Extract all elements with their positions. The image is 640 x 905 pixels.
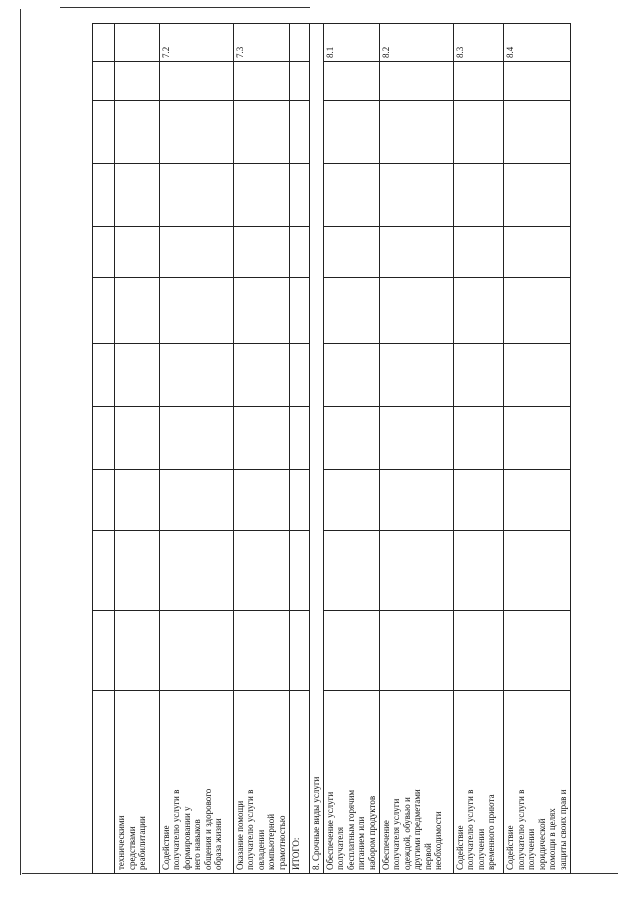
table-cell [379,531,453,611]
table-cell [453,227,504,278]
table-cell [93,278,115,344]
table-cell [115,531,160,611]
table-cell [504,62,571,101]
table-cell [233,62,289,101]
table-cell [323,531,379,611]
service-row [504,24,571,874]
table-cell [323,62,379,101]
table-cell [93,24,115,62]
table-cell [93,344,115,407]
table-cell [115,344,160,407]
row-number-cell: 8.3 [453,24,504,62]
table-cell [233,164,289,227]
service-row [379,24,453,874]
table-cell [504,227,571,278]
service-name-cell: 8. Срочные виды услуги [309,24,323,874]
table-cell [93,62,115,101]
table-cell [323,407,379,470]
table-cell [379,278,453,344]
table-cell [379,470,453,531]
table-cell [379,344,453,407]
table-cell [115,62,160,101]
table-cell [453,278,504,344]
table-cell [504,470,571,531]
table-cell [453,344,504,407]
table-cell [93,611,115,691]
table-cell [453,407,504,470]
table-cell [93,407,115,470]
header-row [93,24,115,874]
table-cell [379,227,453,278]
row-number-cell [93,691,115,874]
table-cell [115,611,160,691]
table-cell [379,62,453,101]
table-cell [93,227,115,278]
scan-edge-line [20,9,21,875]
table-cell [504,531,571,611]
table-cell [289,531,309,611]
service-name-cell: Содействие получателю услуги в получении временного приюта [453,691,504,874]
table-cell [504,344,571,407]
table-cell [93,164,115,227]
table-cell [453,611,504,691]
table-cell [289,407,309,470]
table-cell [159,164,233,227]
table-cell [233,611,289,691]
row-number-cell [289,24,309,62]
service-row [453,24,504,874]
services-table [92,23,571,874]
table-cell [159,101,233,164]
table-cell [379,101,453,164]
table-cell [504,278,571,344]
table-cell [115,470,160,531]
table-cell [323,611,379,691]
table-cell [233,227,289,278]
table-cell [115,278,160,344]
table-cell [93,101,115,164]
table-cell [233,407,289,470]
table-cell [289,101,309,164]
service-row [115,24,160,874]
table-cell [504,164,571,227]
table-cell [323,164,379,227]
table-cell [504,101,571,164]
table-cell [233,344,289,407]
table-cell [159,470,233,531]
scan-edge-line [60,7,310,8]
table-cell [159,531,233,611]
table-cell [159,278,233,344]
table-cell [379,164,453,227]
table-body [93,24,571,874]
row-number-cell [115,24,160,62]
table-cell [453,62,504,101]
table-cell [453,470,504,531]
service-row [323,24,379,874]
row-number-cell: 8.4 [504,24,571,62]
table-cell [289,470,309,531]
table-cell [93,531,115,611]
table-cell [379,611,453,691]
table-cell [159,227,233,278]
table-cell [289,611,309,691]
table-cell [115,227,160,278]
table-cell [453,164,504,227]
service-name-cell: Содействие получателю услуги в формировании у него навыков общения и здорового образа жизни [159,691,233,874]
table-cell [289,62,309,101]
total-row [289,24,309,874]
table-cell [504,611,571,691]
table-cell [453,101,504,164]
table-cell [93,470,115,531]
table-cell [289,164,309,227]
table-cell [233,470,289,531]
service-name-cell: Обеспечение получателя услуги одеждой, обувью и другими предметами первой необходимости [379,691,453,874]
section-row [309,24,323,874]
table-cell [159,344,233,407]
service-name-cell: Содействие получателю услуги в получении юридической помощи в целях защиты своих прав и [504,691,571,874]
service-name-cell: Оказание помощи получателю услуги в овладении компьютерной грамотностью [233,691,289,874]
table-cell [115,101,160,164]
table-cell [115,407,160,470]
table-cell [233,531,289,611]
table-cell [323,101,379,164]
table-cell [233,101,289,164]
table-cell [504,407,571,470]
row-number-cell: 8.2 [379,24,453,62]
service-row [233,24,289,874]
service-row [159,24,233,874]
rotated-table-wrapper [92,24,571,874]
table-cell [159,611,233,691]
table-cell [289,278,309,344]
table-cell [115,164,160,227]
table-cell [289,227,309,278]
service-name-cell: Обеспечение услуги получателя бесплатным горячим питанием или набором продуктов [323,691,379,874]
row-number-cell: 8.1 [323,24,379,62]
service-name-cell: ИТОГО: [289,691,309,874]
table-cell [379,407,453,470]
table-cell [453,531,504,611]
table-cell [289,344,309,407]
table-cell [323,227,379,278]
service-name-cell: техническими средствами реабилитации [115,691,160,874]
table-cell [323,278,379,344]
row-number-cell: 7.3 [233,24,289,62]
table-cell [159,62,233,101]
row-number-cell: 7.2 [159,24,233,62]
table-cell [323,470,379,531]
table-cell [159,407,233,470]
table-cell [323,344,379,407]
table-cell [233,278,289,344]
